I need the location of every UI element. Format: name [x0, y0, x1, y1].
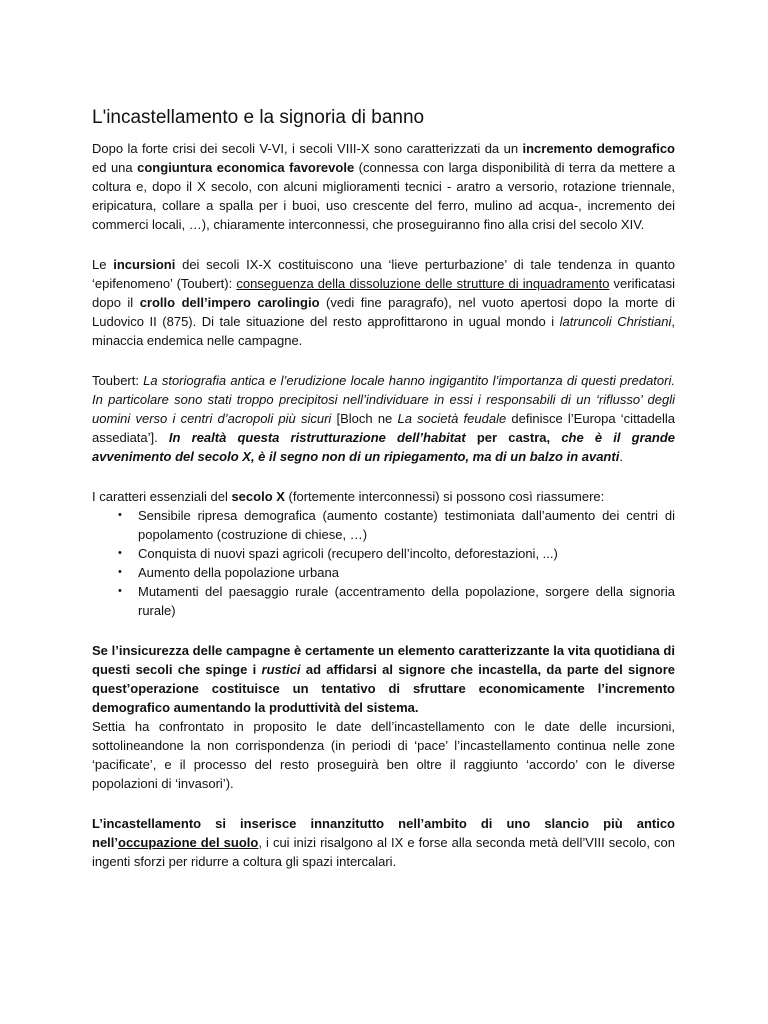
- list-item: • Sensibile ripresa demografica (aumento costante) testimoniata dall’aumento dei centri di popolamento (costruzione di chiese, …): [138, 506, 675, 544]
- paragraph-incursioni: Le incursioni dei secoli IX-X costituiscono una ‘lieve perturbazione’ di tale tendenza in quanto ‘epifenomeno’ (Toubert): conseguenza della dissoluzione delle strutture di inquadramento verificatasi dopo il crollo dell’impero carolingio (vedi fine paragrafo), nel vuoto apertosi dopo la morte di Ludovico II (875). Di tale situazione del resto approfittarono in ugual mondo i latruncoli Christiani, minaccia endemica nelle campagne.: [92, 257, 676, 348]
- document-page: [92, 106, 675, 871]
- list-item: • Aumento della popolazione urbana: [138, 563, 675, 582]
- list-item: • Conquista di nuovi spazi agricoli (recupero dell’incolto, deforestazioni, ...): [138, 544, 675, 563]
- paragraph-insicurezza: Se l’insicurezza delle campagne è certamente un elemento caratterizzante la vita quotidiana di questi secoli che spinge i rustici ad affidarsi al signore che incastella, da parte del signore quest’operazione costituisce un tentativo di sfruttare economicamente l’incremento demografico aumentando la produttività del sistema.: [92, 643, 676, 715]
- paragraph-toubert-quote: Toubert: La storiografia antica e l’erudizione locale hanno ingigantito l’importanza di questi predatori. In particolare sono stati troppo precipitosi nell’individuare in essi i responsabili di un ‘riflusso’ degli uomini verso i centri d’acropoli più sicuri [Bloch ne La società feudale definisce l’Europa ‘cittadella assediata’]. In realtà questa ristrutturazione dell’habitat per castra, che è il grande avvenimento del secolo X, è il segno non di un ripiegamento, ma di un balzo in avanti.: [92, 373, 675, 464]
- paragraph-settia: Settia ha confrontato in proposito le date dell’incastellamento con le date delle incursioni, sottolineandone la non corrispondenza (in periodi di ‘pace’ l’incastellamento continua nelle zone ‘pacificate’, e il processo del resto proseguirà ben oltre il raggiunto ‘accordo’ con le diverse popolazioni di ‘invasori’).: [92, 719, 675, 791]
- list-item: • Mutamenti del paesaggio rurale (accentramento della popolazione, sorgere della signoria rurale): [138, 582, 675, 620]
- page-title: L'incastellamento e la signoria di banno: [92, 107, 425, 128]
- characteristics-list: [92, 506, 675, 620]
- paragraph-intro: Dopo la forte crisi dei secoli V-VI, i secoli VIII-X sono caratterizzati da un incremento demografico ed una congiuntura economica favorevole (connessa con larga disponibilità di terra da mettere a coltura e, dopo il X secolo, con alcuni miglioramenti tecnici - aratro a versorio, rotazione triennale, eripicatura, collare a spalla per i buoi, uso crescente del ferro, mulino ad acqua-, incremento dei commerci locali, …), chiaramente interconnessi, che proseguiranno fino alla crisi del secolo XIV.: [92, 141, 676, 232]
- paragraph-occupazione: L’incastellamento si inserisce innanzitutto nell’ambito di uno slancio più antico nell’occupazione del suolo, i cui inizi risalgono al IX e forse alla seconda metà dell’VIII secolo, con ingenti sforzi per ridurre a coltura gli spazi intercalari.: [92, 816, 675, 869]
- paragraph-caratteri: I caratteri essenziali del secolo X (fortemente interconnessi) si possono così riassumere:: [92, 489, 605, 504]
